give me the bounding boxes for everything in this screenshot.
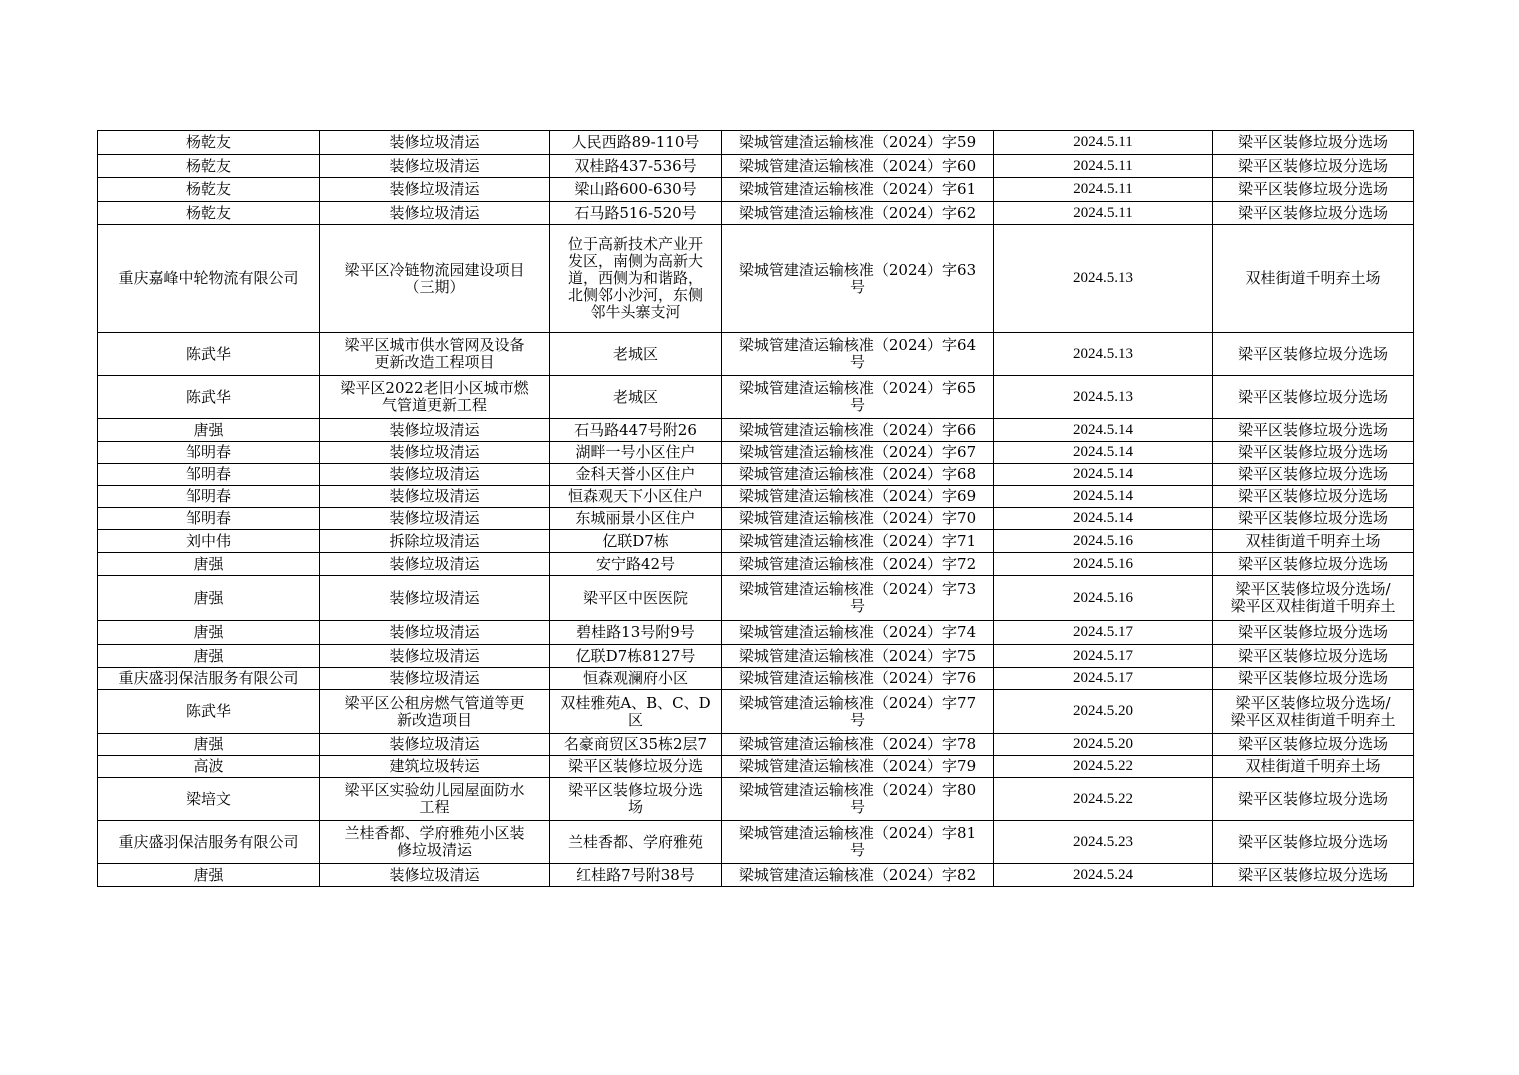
permit-number-cell: 梁城管建渣运输核准（2024）字63 号: [722, 225, 994, 333]
applicant-cell: 唐强: [98, 621, 320, 645]
approval-date-cell: 2024.5.13: [994, 333, 1213, 376]
applicant-cell: 高波: [98, 756, 320, 778]
table-row: [98, 464, 1414, 486]
location-cell: 双桂雅苑A、B、C、D 区: [550, 690, 722, 734]
table-row: [98, 419, 1414, 442]
location-cell: 老城区: [550, 376, 722, 419]
applicant-cell: 陈武华: [98, 690, 320, 734]
table-row: [98, 621, 1414, 645]
applicant-cell: 唐强: [98, 864, 320, 887]
table-row: [98, 486, 1414, 508]
applicant-cell: 陈武华: [98, 333, 320, 376]
disposal-site-cell: 双桂街道千明弃土场: [1213, 530, 1414, 553]
disposal-site-cell: 双桂街道千明弃土场: [1213, 225, 1414, 333]
permit-number-cell: 梁城管建渣运输核准（2024）字79: [722, 756, 994, 778]
table-row: [98, 864, 1414, 887]
table-row: [98, 576, 1414, 621]
table-row: [98, 668, 1414, 690]
approval-date-cell: 2024.5.22: [994, 756, 1213, 778]
approval-date-cell: 2024.5.16: [994, 576, 1213, 621]
table-row: [98, 508, 1414, 530]
permit-number-cell: 梁城管建渣运输核准（2024）字61: [722, 178, 994, 202]
applicant-cell: 陈武华: [98, 376, 320, 419]
disposal-site-cell: 梁平区装修垃圾分选场: [1213, 202, 1414, 225]
applicant-cell: 唐强: [98, 734, 320, 756]
disposal-site-cell: 梁平区装修垃圾分选场: [1213, 864, 1414, 887]
location-cell: 梁山路600-630号: [550, 178, 722, 202]
permit-table-body: [98, 131, 1414, 887]
table-row: [98, 645, 1414, 668]
disposal-site-cell: 梁平区装修垃圾分选场: [1213, 131, 1414, 155]
approval-date-cell: 2024.5.17: [994, 645, 1213, 668]
location-cell: 亿联D7栋: [550, 530, 722, 553]
applicant-cell: 邹明春: [98, 486, 320, 508]
permit-number-cell: 梁城管建渣运输核准（2024）字72: [722, 553, 994, 576]
table-row: [98, 756, 1414, 778]
project-cell: 装修垃圾清运: [320, 131, 550, 155]
project-cell: 装修垃圾清运: [320, 621, 550, 645]
disposal-site-cell: 梁平区装修垃圾分选场/ 梁平区双桂街道千明弃土: [1213, 690, 1414, 734]
location-cell: 亿联D7栋8127号: [550, 645, 722, 668]
table-row: [98, 690, 1414, 734]
disposal-site-cell: 梁平区装修垃圾分选场/ 梁平区双桂街道千明弃土: [1213, 576, 1414, 621]
applicant-cell: 杨乾友: [98, 131, 320, 155]
permit-number-cell: 梁城管建渣运输核准（2024）字65 号: [722, 376, 994, 419]
location-cell: 红桂路7号附38号: [550, 864, 722, 887]
location-cell: 东城丽景小区住户: [550, 508, 722, 530]
applicant-cell: 重庆嘉峰中轮物流有限公司: [98, 225, 320, 333]
applicant-cell: 唐强: [98, 645, 320, 668]
permit-number-cell: 梁城管建渣运输核准（2024）字62: [722, 202, 994, 225]
project-cell: 装修垃圾清运: [320, 508, 550, 530]
applicant-cell: 邹明春: [98, 508, 320, 530]
approval-date-cell: 2024.5.13: [994, 225, 1213, 333]
disposal-site-cell: 梁平区装修垃圾分选场: [1213, 645, 1414, 668]
approval-date-cell: 2024.5.20: [994, 734, 1213, 756]
table-row: [98, 131, 1414, 155]
disposal-site-cell: 梁平区装修垃圾分选场: [1213, 668, 1414, 690]
location-cell: 碧桂路13号附9号: [550, 621, 722, 645]
permit-number-cell: 梁城管建渣运输核准（2024）字69: [722, 486, 994, 508]
location-cell: 双桂路437-536号: [550, 155, 722, 178]
project-cell: 装修垃圾清运: [320, 486, 550, 508]
project-cell: 装修垃圾清运: [320, 442, 550, 464]
location-cell: 位于高新技术产业开 发区，南侧为高新大 道，西侧为和谐路， 北侧邻小沙河，东侧 邻牛头寨支河: [550, 225, 722, 333]
project-cell: 装修垃圾清运: [320, 734, 550, 756]
disposal-site-cell: 梁平区装修垃圾分选场: [1213, 553, 1414, 576]
table-row: [98, 155, 1414, 178]
location-cell: 恒森观澜府小区: [550, 668, 722, 690]
location-cell: 石马路516-520号: [550, 202, 722, 225]
permit-number-cell: 梁城管建渣运输核准（2024）字77 号: [722, 690, 994, 734]
project-cell: 梁平区冷链物流园建设项目 （三期）: [320, 225, 550, 333]
project-cell: 梁平区城市供水管网及设备 更新改造工程项目: [320, 333, 550, 376]
project-cell: 建筑垃圾转运: [320, 756, 550, 778]
disposal-site-cell: 梁平区装修垃圾分选场: [1213, 419, 1414, 442]
table-row: [98, 178, 1414, 202]
project-cell: 梁平区实验幼儿园屋面防水 工程: [320, 778, 550, 821]
permit-number-cell: 梁城管建渣运输核准（2024）字76: [722, 668, 994, 690]
project-cell: 装修垃圾清运: [320, 202, 550, 225]
approval-date-cell: 2024.5.13: [994, 376, 1213, 419]
permit-number-cell: 梁城管建渣运输核准（2024）字66: [722, 419, 994, 442]
applicant-cell: 唐强: [98, 553, 320, 576]
permit-number-cell: 梁城管建渣运输核准（2024）字71: [722, 530, 994, 553]
disposal-site-cell: 梁平区装修垃圾分选场: [1213, 442, 1414, 464]
approval-date-cell: 2024.5.14: [994, 486, 1213, 508]
approval-date-cell: 2024.5.14: [994, 464, 1213, 486]
approval-date-cell: 2024.5.16: [994, 530, 1213, 553]
permit-table: [97, 130, 1414, 887]
location-cell: 金科天誉小区住户: [550, 464, 722, 486]
applicant-cell: 刘中伟: [98, 530, 320, 553]
project-cell: 装修垃圾清运: [320, 576, 550, 621]
approval-date-cell: 2024.5.24: [994, 864, 1213, 887]
table-row: [98, 333, 1414, 376]
table-row: [98, 821, 1414, 864]
permit-number-cell: 梁城管建渣运输核准（2024）字81 号: [722, 821, 994, 864]
disposal-site-cell: 梁平区装修垃圾分选场: [1213, 734, 1414, 756]
project-cell: 装修垃圾清运: [320, 668, 550, 690]
permit-number-cell: 梁城管建渣运输核准（2024）字80 号: [722, 778, 994, 821]
approval-date-cell: 2024.5.11: [994, 178, 1213, 202]
approval-date-cell: 2024.5.20: [994, 690, 1213, 734]
permit-number-cell: 梁城管建渣运输核准（2024）字59: [722, 131, 994, 155]
location-cell: 梁平区中医医院: [550, 576, 722, 621]
permit-number-cell: 梁城管建渣运输核准（2024）字75: [722, 645, 994, 668]
disposal-site-cell: 梁平区装修垃圾分选场: [1213, 486, 1414, 508]
project-cell: 装修垃圾清运: [320, 178, 550, 202]
project-cell: 梁平区公租房燃气管道等更 新改造项目: [320, 690, 550, 734]
applicant-cell: 梁培文: [98, 778, 320, 821]
location-cell: 人民西路89-110号: [550, 131, 722, 155]
applicant-cell: 杨乾友: [98, 155, 320, 178]
applicant-cell: 邹明春: [98, 464, 320, 486]
approval-date-cell: 2024.5.23: [994, 821, 1213, 864]
disposal-site-cell: 梁平区装修垃圾分选场: [1213, 155, 1414, 178]
approval-date-cell: 2024.5.14: [994, 508, 1213, 530]
approval-date-cell: 2024.5.11: [994, 202, 1213, 225]
location-cell: 湖畔一号小区住户: [550, 442, 722, 464]
approval-date-cell: 2024.5.22: [994, 778, 1213, 821]
location-cell: 兰桂香都、学府雅苑: [550, 821, 722, 864]
table-row: [98, 778, 1414, 821]
location-cell: 恒森观天下小区住户: [550, 486, 722, 508]
location-cell: 梁平区装修垃圾分选 场: [550, 778, 722, 821]
project-cell: 装修垃圾清运: [320, 464, 550, 486]
project-cell: 兰桂香都、学府雅苑小区装 修垃圾清运: [320, 821, 550, 864]
project-cell: 装修垃圾清运: [320, 645, 550, 668]
project-cell: 拆除垃圾清运: [320, 530, 550, 553]
table-row: [98, 553, 1414, 576]
applicant-cell: 唐强: [98, 419, 320, 442]
approval-date-cell: 2024.5.11: [994, 155, 1213, 178]
permit-number-cell: 梁城管建渣运输核准（2024）字78: [722, 734, 994, 756]
disposal-site-cell: 梁平区装修垃圾分选场: [1213, 178, 1414, 202]
disposal-site-cell: 梁平区装修垃圾分选场: [1213, 508, 1414, 530]
approval-date-cell: 2024.5.17: [994, 621, 1213, 645]
approval-date-cell: 2024.5.17: [994, 668, 1213, 690]
applicant-cell: 杨乾友: [98, 202, 320, 225]
table-row: [98, 225, 1414, 333]
disposal-site-cell: 梁平区装修垃圾分选场: [1213, 821, 1414, 864]
project-cell: 装修垃圾清运: [320, 419, 550, 442]
permit-number-cell: 梁城管建渣运输核准（2024）字74: [722, 621, 994, 645]
project-cell: 装修垃圾清运: [320, 553, 550, 576]
location-cell: 老城区: [550, 333, 722, 376]
project-cell: 梁平区2022老旧小区城市燃 气管道更新工程: [320, 376, 550, 419]
disposal-site-cell: 梁平区装修垃圾分选场: [1213, 376, 1414, 419]
table-row: [98, 202, 1414, 225]
table-row: [98, 734, 1414, 756]
permit-number-cell: 梁城管建渣运输核准（2024）字64 号: [722, 333, 994, 376]
table-row: [98, 442, 1414, 464]
table-row: [98, 530, 1414, 553]
approval-date-cell: 2024.5.16: [994, 553, 1213, 576]
location-cell: 名豪商贸区35栋2层7: [550, 734, 722, 756]
approval-date-cell: 2024.5.14: [994, 419, 1213, 442]
permit-number-cell: 梁城管建渣运输核准（2024）字67: [722, 442, 994, 464]
disposal-site-cell: 梁平区装修垃圾分选场: [1213, 778, 1414, 821]
disposal-site-cell: 梁平区装修垃圾分选场: [1213, 621, 1414, 645]
disposal-site-cell: 双桂街道千明弃土场: [1213, 756, 1414, 778]
applicant-cell: 重庆盛羽保洁服务有限公司: [98, 821, 320, 864]
approval-date-cell: 2024.5.14: [994, 442, 1213, 464]
location-cell: 梁平区装修垃圾分选: [550, 756, 722, 778]
applicant-cell: 杨乾友: [98, 178, 320, 202]
applicant-cell: 邹明春: [98, 442, 320, 464]
approval-date-cell: 2024.5.11: [994, 131, 1213, 155]
applicant-cell: 唐强: [98, 576, 320, 621]
permit-number-cell: 梁城管建渣运输核准（2024）字70: [722, 508, 994, 530]
applicant-cell: 重庆盛羽保洁服务有限公司: [98, 668, 320, 690]
permit-number-cell: 梁城管建渣运输核准（2024）字68: [722, 464, 994, 486]
table-row: [98, 376, 1414, 419]
disposal-site-cell: 梁平区装修垃圾分选场: [1213, 464, 1414, 486]
location-cell: 石马路447号附26: [550, 419, 722, 442]
disposal-site-cell: 梁平区装修垃圾分选场: [1213, 333, 1414, 376]
project-cell: 装修垃圾清运: [320, 155, 550, 178]
permit-number-cell: 梁城管建渣运输核准（2024）字82: [722, 864, 994, 887]
permit-number-cell: 梁城管建渣运输核准（2024）字73 号: [722, 576, 994, 621]
location-cell: 安宁路42号: [550, 553, 722, 576]
permit-number-cell: 梁城管建渣运输核准（2024）字60: [722, 155, 994, 178]
project-cell: 装修垃圾清运: [320, 864, 550, 887]
